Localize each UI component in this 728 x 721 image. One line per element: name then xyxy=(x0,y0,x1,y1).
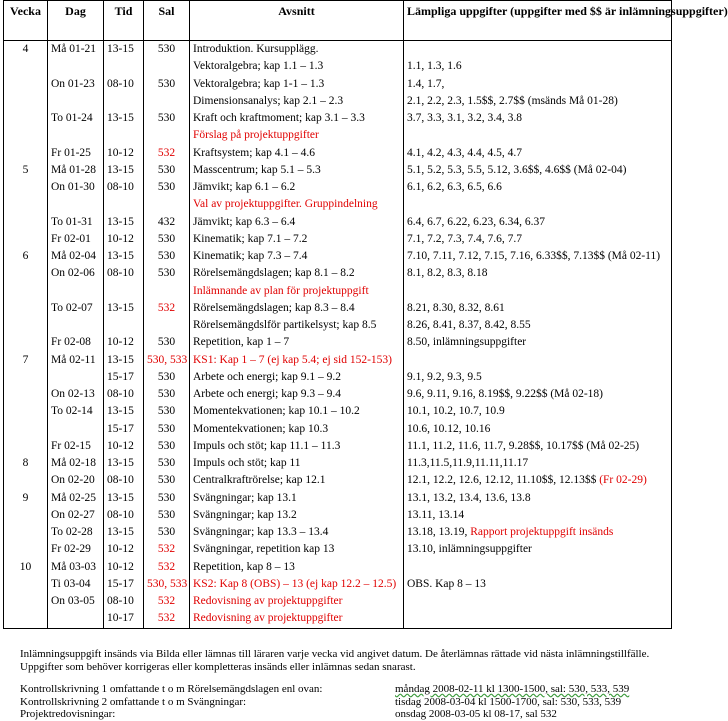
cell-dag xyxy=(48,196,104,213)
table-row xyxy=(4,576,672,593)
cell-tid: 10-12 xyxy=(104,334,144,351)
schedule-table xyxy=(3,0,728,629)
table-row xyxy=(4,248,672,265)
uppgifter-text: 8.21, 8.30, 8.32, 8.61 xyxy=(407,301,505,314)
cell-uppgifter xyxy=(404,593,672,610)
cell-vecka xyxy=(4,610,48,628)
cell-sal: 532 xyxy=(144,559,190,576)
cell-uppgifter xyxy=(404,145,672,162)
table-row xyxy=(4,317,672,334)
cell-avsnitt: Svängningar, repetition kap 13 xyxy=(190,541,404,558)
cell-avsnitt: Arbete och energi; kap 9.1 – 9.2 xyxy=(190,369,404,386)
cell-uppgifter xyxy=(404,93,672,110)
cell-tid: 08-10 xyxy=(104,76,144,93)
cell-tid: 08-10 xyxy=(104,386,144,403)
cell-tid xyxy=(104,93,144,110)
cell-vecka xyxy=(4,93,48,110)
cell-tid: 15-17 xyxy=(104,369,144,386)
cell-avsnitt: Svängningar; kap 13.1 xyxy=(190,490,404,507)
cell-vecka: 6 xyxy=(4,248,48,265)
cell-sal xyxy=(144,317,190,334)
cell-sal: 530 xyxy=(144,179,190,196)
col-header-avsnitt: Avsnitt xyxy=(190,1,404,41)
cell-uppgifter xyxy=(404,576,672,593)
cell-dag: Fr 02-01 xyxy=(48,231,104,248)
cell-avsnitt: Kraftsystem; kap 4.1 – 4.6 xyxy=(190,145,404,162)
table-row xyxy=(4,196,672,213)
cell-uppgifter xyxy=(404,41,672,59)
cell-vecka: 8 xyxy=(4,455,48,472)
cell-vecka xyxy=(4,403,48,420)
cell-dag: Må 02-11 xyxy=(48,352,104,369)
cell-sal: 530 xyxy=(144,421,190,438)
cell-dag xyxy=(48,317,104,334)
cell-tid: 10-12 xyxy=(104,231,144,248)
header-row xyxy=(4,1,672,41)
cell-uppgifter xyxy=(404,231,672,248)
cell-dag: On 02-27 xyxy=(48,507,104,524)
cell-dag: To 02-28 xyxy=(48,524,104,541)
cell-sal: 532 xyxy=(144,593,190,610)
cell-avsnitt: Inlämnande av plan för projektuppgift xyxy=(190,283,404,300)
cell-tid xyxy=(104,317,144,334)
cell-vecka xyxy=(4,196,48,213)
cell-sal: 530 xyxy=(144,265,190,282)
uppgifter-text: 10.6, 10.12, 10.16 xyxy=(407,422,491,435)
cell-avsnitt: Centralkraftrörelse; kap 12.1 xyxy=(190,472,404,489)
cell-uppgifter xyxy=(404,248,672,265)
cell-vecka xyxy=(4,472,48,489)
table-row xyxy=(4,369,672,386)
cell-uppgifter xyxy=(404,541,672,558)
cell-sal: 530 xyxy=(144,76,190,93)
cell-avsnitt: Svängningar; kap 13.2 xyxy=(190,507,404,524)
table-row xyxy=(4,559,672,576)
uppgifter-deadline: (Fr 02-29) xyxy=(599,474,647,487)
table-row xyxy=(4,541,672,558)
cell-sal: 532 xyxy=(144,300,190,317)
cell-dag: Fr 02-15 xyxy=(48,438,104,455)
cell-vecka xyxy=(4,265,48,282)
cell-dag xyxy=(48,283,104,300)
cell-uppgifter xyxy=(404,403,672,420)
cell-dag: On 02-20 xyxy=(48,472,104,489)
uppgifter-text: 9.1, 9.2, 9.3, 9.5 xyxy=(407,370,482,383)
cell-uppgifter xyxy=(404,472,672,489)
cell-tid: 08-10 xyxy=(104,472,144,489)
table-row xyxy=(4,265,672,282)
cell-tid xyxy=(104,58,144,75)
cell-vecka xyxy=(4,576,48,593)
cell-sal: 530 xyxy=(144,231,190,248)
cell-tid xyxy=(104,283,144,300)
cell-uppgifter xyxy=(404,179,672,196)
uppgifter-text: 13.1, 13.2, 13.4, 13.6, 13.8 xyxy=(407,491,531,504)
exam-row-ks1 xyxy=(20,683,670,696)
cell-avsnitt: Jämvikt; kap 6.1 – 6.2 xyxy=(190,179,404,196)
uppgifter-text: 1.1, 1.3, 1.6 xyxy=(407,60,462,73)
cell-tid: 15-17 xyxy=(104,576,144,593)
cell-tid xyxy=(104,196,144,213)
cell-dag: Fr 02-29 xyxy=(48,541,104,558)
cell-vecka xyxy=(4,179,48,196)
cell-dag: To 02-07 xyxy=(48,300,104,317)
cell-vecka xyxy=(4,145,48,162)
cell-tid: 13-15 xyxy=(104,352,144,369)
cell-sal: 532 xyxy=(144,541,190,558)
col-header-vecka: Vecka xyxy=(4,1,48,41)
table-row xyxy=(4,58,672,75)
uppgifter-text: 8.1, 8.2, 8.3, 8.18 xyxy=(407,267,488,280)
cell-dag: Må 01-28 xyxy=(48,162,104,179)
table-row xyxy=(4,334,672,351)
uppgifter-text: 6.1, 6.2, 6.3, 6.5, 6.6 xyxy=(407,181,502,193)
cell-avsnitt: KS2: Kap 8 (OBS) – 13 (ej kap 12.2 – 12.5) xyxy=(190,576,404,593)
uppgifter-text: 12.1, 12.2, 12.6, 12.12, 11.10$$, 12.13$$ xyxy=(407,474,600,487)
cell-tid: 13-15 xyxy=(104,41,144,59)
cell-dag: Fr 02-08 xyxy=(48,334,104,351)
table-row xyxy=(4,93,672,110)
table-row xyxy=(4,214,672,231)
table-row xyxy=(4,455,672,472)
cell-dag xyxy=(48,610,104,628)
cell-dag xyxy=(48,58,104,75)
table-row xyxy=(4,110,672,127)
cell-avsnitt: Repetition, kap 1 – 7 xyxy=(190,334,404,351)
cell-vecka xyxy=(4,386,48,403)
col-header-sal: Sal xyxy=(144,1,190,41)
cell-sal xyxy=(144,196,190,213)
cell-vecka: 5 xyxy=(4,162,48,179)
cell-sal xyxy=(144,127,190,144)
cell-uppgifter xyxy=(404,386,672,403)
uppgifter-text: 5.1, 5.2, 5.3, 5.5, 5.12, 3.6$$, 4.6$$ (Må 02-04) xyxy=(407,163,627,176)
cell-sal: 530 xyxy=(144,386,190,403)
footnote: Inlämningsuppgift insänds via Bilda eller lämnas till läraren varje vecka vid angivet datum. De återlämnas rättade vid nästa inlämningstillfälle. Uppgifter som behöver korrigeras eller kompletteras insänds eller inlämnas sedan snarast. xyxy=(20,648,650,673)
cell-tid: 08-10 xyxy=(104,593,144,610)
cell-vecka xyxy=(4,214,48,231)
cell-vecka xyxy=(4,58,48,75)
cell-dag: To 01-31 xyxy=(48,214,104,231)
table-row xyxy=(4,127,672,144)
table-row xyxy=(4,472,672,489)
cell-avsnitt: Dimensionsanalys; kap 2.1 – 2.3 xyxy=(190,93,404,110)
cell-uppgifter xyxy=(404,559,672,576)
cell-vecka xyxy=(4,334,48,351)
cell-vecka xyxy=(4,231,48,248)
cell-dag: On 03-05 xyxy=(48,593,104,610)
cell-uppgifter xyxy=(404,317,672,334)
table-row xyxy=(4,231,672,248)
col-header-uppgifter: Lämpliga uppgifter (uppgifter med $$ är inlämningsuppgifter) xyxy=(404,1,672,41)
cell-vecka: 4 xyxy=(4,41,48,59)
cell-tid: 13-15 xyxy=(104,110,144,127)
table-row xyxy=(4,386,672,403)
cell-avsnitt: Svängningar; kap 13.3 – 13.4 xyxy=(190,524,404,541)
cell-vecka xyxy=(4,283,48,300)
cell-uppgifter xyxy=(404,162,672,179)
cell-uppgifter xyxy=(404,369,672,386)
cell-dag: On 01-30 xyxy=(48,179,104,196)
cell-avsnitt: Vektoralgebra; kap 1-1 – 1.3 xyxy=(190,76,404,93)
cell-tid: 10-12 xyxy=(104,541,144,558)
exam-row-project xyxy=(20,708,670,721)
exam-row-ks2 xyxy=(20,696,670,709)
uppgifter-text: 8.26, 8.41, 8.37, 8.42, 8.55 xyxy=(407,319,531,331)
cell-sal xyxy=(144,93,190,110)
table-row xyxy=(4,41,672,59)
exam-value: onsdag 2008-03-05 kl 08-17, sal 532 xyxy=(395,708,557,720)
cell-dag xyxy=(48,93,104,110)
cell-avsnitt: Redovisning av projektuppgifter xyxy=(190,593,404,610)
cell-vecka xyxy=(4,110,48,127)
cell-dag: On 02-13 xyxy=(48,386,104,403)
table-row xyxy=(4,283,672,300)
uppgifter-text: 7.10, 7.11, 7.12, 7.15, 7.16, 6.33$$, 7.13$$ (Må 02-11) xyxy=(407,250,661,262)
cell-dag xyxy=(48,421,104,438)
cell-tid: 10-17 xyxy=(104,610,144,628)
cell-uppgifter xyxy=(404,127,672,144)
table-row xyxy=(4,490,672,507)
table-row xyxy=(4,162,672,179)
cell-vecka xyxy=(4,593,48,610)
table-row xyxy=(4,403,672,420)
cell-sal xyxy=(144,283,190,300)
table-row xyxy=(4,145,672,162)
table-row xyxy=(4,610,672,628)
cell-sal: 530, 533 xyxy=(144,576,190,593)
exam-label: Kontrollskrivning 2 omfattande t o m Svängningar: xyxy=(20,695,247,708)
cell-avsnitt: Momentekvationen; kap 10.1 – 10.2 xyxy=(190,403,404,420)
cell-sal: 530 xyxy=(144,438,190,455)
cell-sal: 530 xyxy=(144,403,190,420)
cell-avsnitt: Jämvikt; kap 6.3 – 6.4 xyxy=(190,214,404,231)
cell-uppgifter xyxy=(404,507,672,524)
cell-tid xyxy=(104,127,144,144)
cell-avsnitt: Rörelsemängdslför partikelsyst; kap 8.5 xyxy=(190,317,404,334)
cell-sal xyxy=(144,58,190,75)
cell-vecka xyxy=(4,300,48,317)
cell-dag xyxy=(48,369,104,386)
table-row xyxy=(4,352,672,369)
col-header-tid: Tid xyxy=(104,1,144,41)
table-row xyxy=(4,300,672,317)
cell-uppgifter xyxy=(404,76,672,93)
uppgifter-text: 11.1, 11.2, 11.6, 11.7, 9.28$$, 10.17$$ (Må 02-25) xyxy=(407,439,640,452)
cell-avsnitt: Val av projektuppgifter. Gruppindelning xyxy=(190,196,404,213)
cell-dag: Må 02-18 xyxy=(48,455,104,472)
exam-label: Kontrollskrivning 1 omfattande t o m Rörelsemängdslagen enl ovan: xyxy=(20,683,323,695)
cell-uppgifter xyxy=(404,438,672,455)
cell-avsnitt: Arbete och energi; kap 9.3 – 9.4 xyxy=(190,386,404,403)
exam-info xyxy=(20,683,670,721)
uppgifter-text: 13.18, 13.19, xyxy=(407,526,471,538)
cell-uppgifter xyxy=(404,283,672,300)
uppgifter-text: 13.10, inlämningsuppgifter xyxy=(407,543,532,556)
cell-sal: 532 xyxy=(144,145,190,162)
cell-dag: Må 02-25 xyxy=(48,490,104,507)
cell-dag: To 01-24 xyxy=(48,110,104,127)
table-row xyxy=(4,438,672,455)
cell-sal: 532 xyxy=(144,610,190,628)
cell-uppgifter xyxy=(404,214,672,231)
cell-vecka xyxy=(4,76,48,93)
uppgifter-text: 1.4, 1.7, xyxy=(407,77,445,90)
cell-vecka: 9 xyxy=(4,490,48,507)
exam-value: tisdag 2008-03-04 kl 1500-1700, sal: 530, 533, 539 xyxy=(395,695,622,708)
table-row xyxy=(4,179,672,196)
uppgifter-deadline: Rapport projektuppgift insänds xyxy=(470,526,614,538)
table-row xyxy=(4,76,672,93)
cell-sal: 530 xyxy=(144,524,190,541)
cell-vecka xyxy=(4,317,48,334)
cell-tid: 08-10 xyxy=(104,265,144,282)
cell-sal: 530 xyxy=(144,162,190,179)
cell-sal: 432 xyxy=(144,214,190,231)
cell-uppgifter xyxy=(404,300,672,317)
uppgifter-text: 7.1, 7.2, 7.3, 7.4, 7.6, 7.7 xyxy=(407,232,522,245)
uppgifter-text: OBS. Kap 8 – 13 xyxy=(407,577,486,590)
cell-dag: Fr 01-25 xyxy=(48,145,104,162)
cell-avsnitt: Rörelsemängdslagen; kap 8.3 – 8.4 xyxy=(190,300,404,317)
cell-sal: 530 xyxy=(144,455,190,472)
cell-tid: 13-15 xyxy=(104,214,144,231)
uppgifter-text: 4.1, 4.2, 4.3, 4.4, 4.5, 4.7 xyxy=(407,146,522,159)
cell-vecka: 7 xyxy=(4,352,48,369)
cell-avsnitt: Masscentrum; kap 5.1 – 5.3 xyxy=(190,162,404,179)
table-row xyxy=(4,507,672,524)
exam-label: Projektredovisningar: xyxy=(20,708,116,720)
uppgifter-text: 8.50, inlämningsuppgifter xyxy=(407,336,527,349)
cell-tid: 13-15 xyxy=(104,162,144,179)
table-row xyxy=(4,421,672,438)
cell-avsnitt: Rörelsemängdslagen; kap 8.1 – 8.2 xyxy=(190,265,404,282)
cell-sal: 530 xyxy=(144,334,190,351)
cell-sal: 530 xyxy=(144,369,190,386)
cell-avsnitt: Introduktion. Kursupplägg. xyxy=(190,41,404,59)
cell-avsnitt: KS1: Kap 1 – 7 (ej kap 5.4; ej sid 152-153) xyxy=(190,352,404,369)
cell-sal: 530 xyxy=(144,507,190,524)
cell-avsnitt: Vektoralgebra; kap 1.1 – 1.3 xyxy=(190,58,404,75)
cell-uppgifter xyxy=(404,58,672,75)
cell-vecka xyxy=(4,507,48,524)
cell-tid: 13-15 xyxy=(104,248,144,265)
uppgifter-text: 9.6, 9.11, 9.16, 8.19$$, 9.22$$ (Må 02-18) xyxy=(407,388,604,400)
cell-avsnitt: Impuls och stöt; kap 11 xyxy=(190,455,404,472)
cell-uppgifter xyxy=(404,265,672,282)
cell-vecka xyxy=(4,524,48,541)
cell-tid: 13-15 xyxy=(104,524,144,541)
table-row xyxy=(4,593,672,610)
cell-tid: 10-12 xyxy=(104,145,144,162)
cell-vecka xyxy=(4,369,48,386)
cell-avsnitt: Kinematik; kap 7.3 – 7.4 xyxy=(190,248,404,265)
cell-dag: Må 02-04 xyxy=(48,248,104,265)
cell-sal: 530 xyxy=(144,110,190,127)
cell-sal: 530 xyxy=(144,41,190,59)
cell-tid: 15-17 xyxy=(104,421,144,438)
uppgifter-text: 11.3,11.5,11.9,11.11,11.17 xyxy=(407,457,529,469)
cell-sal: 530 xyxy=(144,248,190,265)
cell-uppgifter xyxy=(404,110,672,127)
cell-tid: 13-15 xyxy=(104,455,144,472)
cell-vecka xyxy=(4,421,48,438)
cell-avsnitt: Förslag på projektuppgifter xyxy=(190,127,404,144)
cell-dag: On 01-23 xyxy=(48,76,104,93)
cell-sal: 530 xyxy=(144,472,190,489)
cell-avsnitt: Kinematik; kap 7.1 – 7.2 xyxy=(190,231,404,248)
cell-dag: Ti 03-04 xyxy=(48,576,104,593)
cell-uppgifter xyxy=(404,421,672,438)
uppgifter-text: 6.4, 6.7, 6.22, 6.23, 6.34, 6.37 xyxy=(407,215,545,228)
cell-uppgifter xyxy=(404,524,672,541)
cell-tid: 08-10 xyxy=(104,507,144,524)
cell-avsnitt: Repetition, kap 8 – 13 xyxy=(190,559,404,576)
cell-vecka xyxy=(4,541,48,558)
cell-uppgifter xyxy=(404,490,672,507)
cell-tid: 08-10 xyxy=(104,179,144,196)
cell-tid: 13-15 xyxy=(104,300,144,317)
cell-dag xyxy=(48,127,104,144)
table-row xyxy=(4,524,672,541)
exam-value: måndag 2008-02-11 kl 1300-1500, sal: 530, 533, 539 xyxy=(395,683,630,695)
cell-uppgifter xyxy=(404,196,672,213)
cell-vecka: 10 xyxy=(4,559,48,576)
cell-dag: To 02-14 xyxy=(48,403,104,420)
cell-dag: Må 01-21 xyxy=(48,41,104,59)
cell-uppgifter xyxy=(404,455,672,472)
cell-avsnitt: Redovisning av projektuppgifter xyxy=(190,610,404,628)
cell-tid: 10-12 xyxy=(104,438,144,455)
cell-vecka xyxy=(4,438,48,455)
cell-sal: 530 xyxy=(144,490,190,507)
col-header-dag: Dag xyxy=(48,1,104,41)
cell-dag: Må 03-03 xyxy=(48,559,104,576)
cell-uppgifter xyxy=(404,334,672,351)
cell-avsnitt: Kraft och kraftmoment; kap 3.1 – 3.3 xyxy=(190,110,404,127)
cell-tid: 10-12 xyxy=(104,559,144,576)
uppgifter-text: 13.11, 13.14 xyxy=(407,508,465,521)
cell-tid: 13-15 xyxy=(104,490,144,507)
cell-uppgifter xyxy=(404,352,672,369)
cell-uppgifter xyxy=(404,610,672,628)
cell-avsnitt: Momentekvationen; kap 10.3 xyxy=(190,421,404,438)
cell-vecka xyxy=(4,127,48,144)
uppgifter-text: 3.7, 3.3, 3.1, 3.2, 3.4, 3.8 xyxy=(407,112,522,124)
cell-dag: On 02-06 xyxy=(48,265,104,282)
cell-sal: 530, 533 xyxy=(144,352,190,369)
cell-avsnitt: Impuls och stöt; kap 11.1 – 11.3 xyxy=(190,438,404,455)
cell-tid: 13-15 xyxy=(104,403,144,420)
uppgifter-text: 10.1, 10.2, 10.7, 10.9 xyxy=(407,405,505,418)
uppgifter-text: 2.1, 2.2, 2.3, 1.5$$, 2.7$$ (msänds Må 01-28) xyxy=(407,94,618,107)
